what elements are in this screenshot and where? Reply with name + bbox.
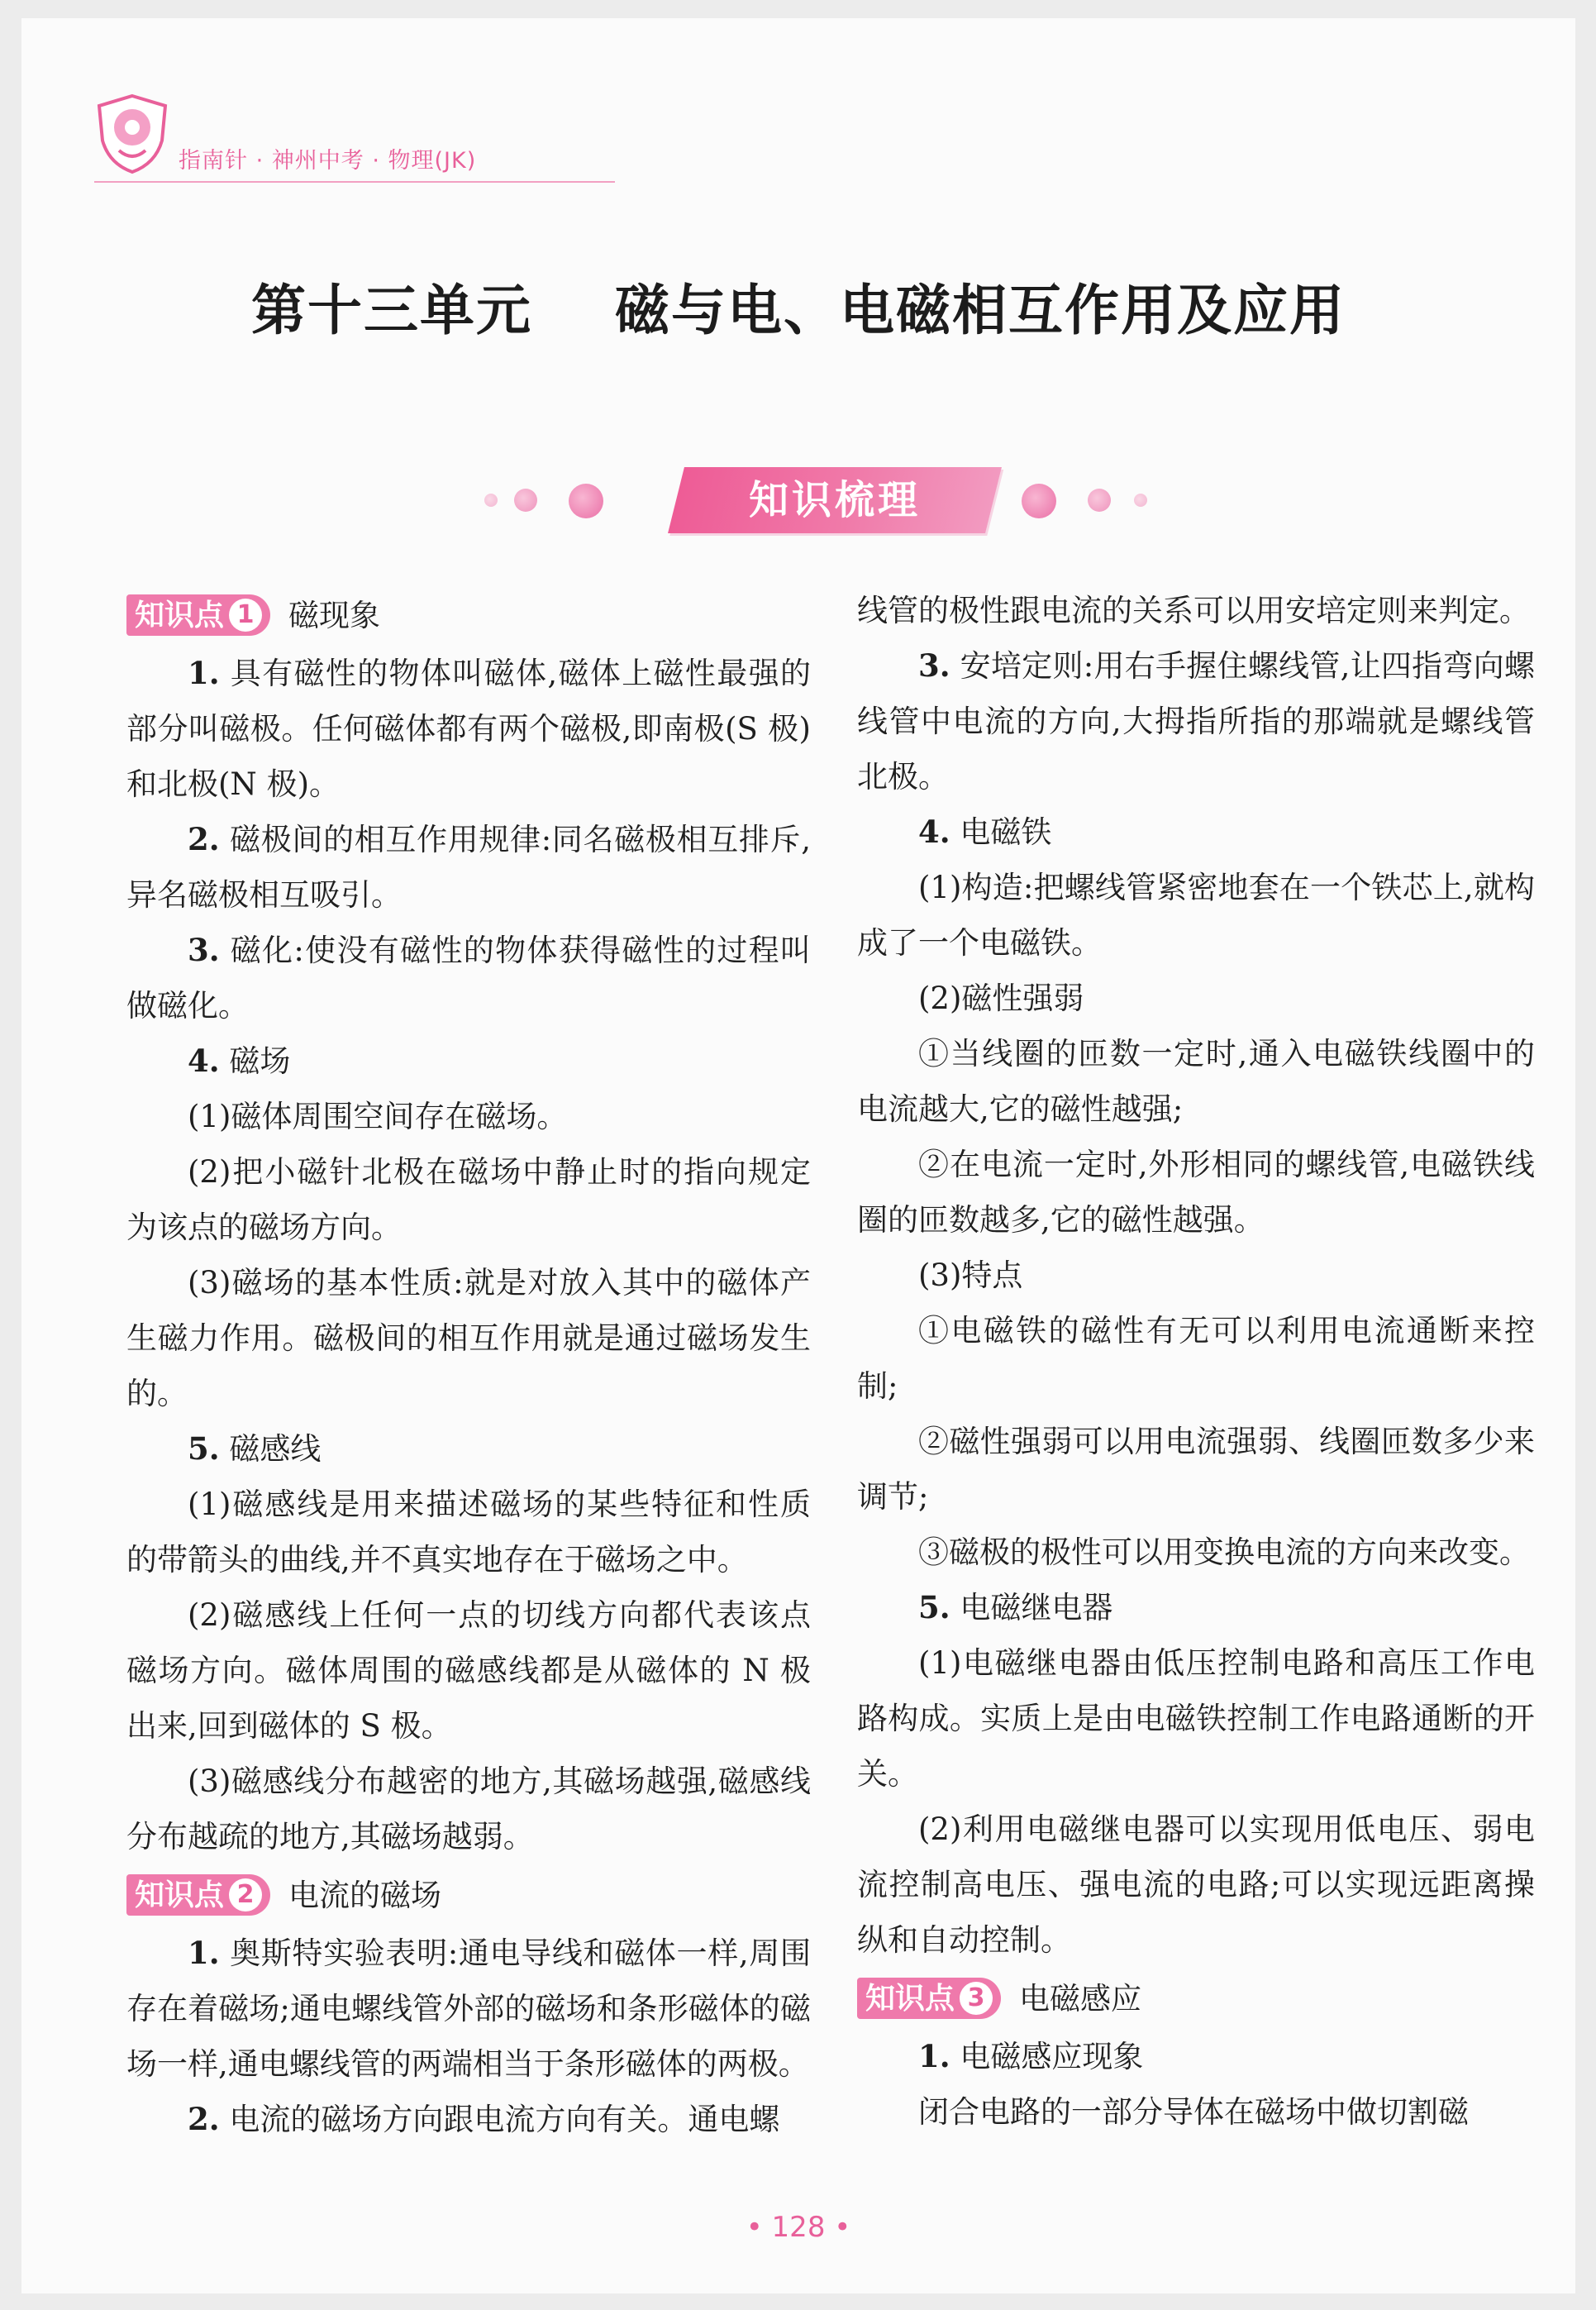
paragraph-text: 安培定则:用右手握住螺线管,让四指弯向螺线管中电流的方向,大拇指所指的那端就是螺线管北极。 — [857, 648, 1535, 795]
paragraph-text: 磁极间的相互作用规律:同名磁极相互排斥,异名磁极相互吸引。 — [126, 822, 811, 913]
item-number: 4. — [918, 814, 950, 850]
paragraph: (3)特点 — [918, 1258, 1023, 1293]
page-number: • 128 • — [746, 2211, 851, 2244]
paragraph: ③磁极的极性可以用变换电流的方向来改变。 — [918, 1534, 1530, 1570]
paragraph-text: 电磁继电器 — [950, 1590, 1113, 1625]
paragraph-text: 电磁铁 — [950, 814, 1052, 850]
paragraph: (1)磁感线是用来描述磁场的某些特征和性质的带箭头的曲线,并不真实地存在于磁场之中。 — [126, 1487, 811, 1577]
knowledge-point-tag-label: 知识点 — [135, 598, 225, 632]
knowledge-point-tag-label: 知识点 — [135, 1878, 225, 1912]
paragraph-text: 电磁感应现象 — [950, 2039, 1144, 2074]
paragraph-text: 电流的磁场方向跟电流方向有关。通电螺 — [219, 2102, 780, 2137]
paragraph — [126, 2092, 811, 2147]
item-number: 5. — [188, 1430, 220, 1467]
knowledge-point-title: 磁现象 — [288, 597, 381, 633]
knowledge-point-tag-label: 知识点 — [865, 1981, 955, 2016]
paragraph: (3)磁感线分布越密的地方,其磁场越强,磁感线分布越疏的地方,其磁场越弱。 — [126, 1764, 811, 1854]
decor-dot — [569, 484, 603, 518]
knowledge-point-tag — [126, 1874, 270, 1916]
textbook-page — [21, 18, 1575, 2293]
item-number: 2. — [188, 821, 220, 857]
knowledge-point-heading — [126, 586, 811, 644]
item-number: 2. — [188, 2101, 220, 2137]
knowledge-point-title: 电流的磁场 — [288, 1877, 442, 1913]
paragraph — [126, 812, 811, 923]
item-number: 3. — [188, 932, 220, 968]
paragraph — [126, 1926, 811, 2092]
paragraph: (2)把小磁针北极在磁场中静止时的指向规定为该点的磁场方向。 — [126, 1154, 811, 1245]
paragraph-text: 奥斯特实验表明:通电导线和磁体一样,周围存在着磁场;通电螺线管外部的磁场和条形磁体的磁场一样,通电螺线管的两端相当于条形磁体的两极。 — [126, 1935, 811, 2082]
paragraph: 线管的极性跟电流的关系可以用安培定则来判定。 — [857, 593, 1530, 628]
paragraph — [857, 638, 1535, 804]
item-number: 3. — [918, 647, 950, 684]
knowledge-point-number: 3 — [960, 1982, 993, 2015]
paragraph — [126, 1421, 811, 1477]
running-header: 指南针 · 神州中考 · 物理(JK) — [179, 148, 477, 174]
paragraph — [126, 923, 811, 1033]
item-number: 1. — [188, 1935, 220, 1971]
publisher-logo — [94, 93, 170, 175]
paragraph: ②磁性强弱可以用电流强弱、线圈匝数多少来调节; — [857, 1424, 1535, 1515]
paragraph — [857, 2029, 1535, 2084]
paragraph: (2)磁感线上任何一点的切线方向都代表该点磁场方向。磁体周围的磁感线都是从磁体的 N 极出来,回到磁体的 S 极。 — [126, 1597, 811, 1744]
decor-dot — [1088, 489, 1111, 512]
paragraph: (2)磁性强弱 — [918, 981, 1084, 1016]
paragraph: (2)利用电磁继电器可以实现用低电压、弱电流控制高电压、强电流的电路;可以实现远距离操纵和自动控制。 — [857, 1811, 1535, 1958]
paragraph — [857, 804, 1535, 860]
decor-dot — [1022, 484, 1056, 518]
paragraph: (1)电磁继电器由低压控制电路和高压工作电路构成。实质上是由电磁铁控制工作电路通断的开关。 — [857, 1645, 1535, 1792]
header-divider — [94, 181, 615, 183]
paragraph: 闭合电路的一部分导体在磁场中做切割磁 — [918, 2094, 1469, 2130]
knowledge-point-heading — [857, 1969, 1535, 2027]
paragraph — [857, 1580, 1535, 1635]
knowledge-point-tag — [857, 1978, 1001, 2019]
paragraph-text: 具有磁性的物体叫磁体,磁体上磁性最强的部分叫磁极。任何磁体都有两个磁极,即南极(S 极)和北极(N 极)。 — [126, 656, 811, 802]
item-number: 4. — [188, 1043, 220, 1079]
knowledge-point-number: 2 — [229, 1878, 262, 1911]
paragraph: (1)磁体周围空间存在磁场。 — [188, 1099, 568, 1134]
decor-dot — [1134, 494, 1147, 507]
paragraph — [126, 646, 811, 812]
right-column — [857, 583, 1535, 2140]
item-number: 5. — [918, 1589, 950, 1625]
paragraph: ②在电流一定时,外形相同的螺线管,电磁铁线圈的匝数越多,它的磁性越强。 — [857, 1147, 1535, 1238]
paragraph-text: 磁化:使没有磁性的物体获得磁性的过程叫做磁化。 — [126, 933, 811, 1024]
banner-label: 知识梳理 — [748, 477, 921, 523]
knowledge-point-title: 电磁感应 — [1019, 1980, 1142, 2016]
decor-dot — [484, 494, 498, 507]
paragraph: ①当线圈的匝数一定时,通入电磁铁线圈中的电流越大,它的磁性越强; — [857, 1036, 1535, 1127]
paragraph — [126, 1033, 811, 1089]
paragraph-text: 磁场 — [219, 1043, 291, 1079]
knowledge-point-tag — [126, 594, 270, 636]
knowledge-point-number: 1 — [229, 599, 262, 632]
item-number: 1. — [918, 2038, 950, 2074]
knowledge-point-heading — [126, 1866, 811, 1924]
left-column — [126, 585, 811, 2147]
paragraph: (3)磁场的基本性质:就是对放入其中的磁体产生磁力作用。磁极间的相互作用就是通过磁场发生的。 — [126, 1265, 811, 1411]
paragraph: ①电磁铁的磁性有无可以利用电流通断来控制; — [857, 1313, 1535, 1404]
item-number: 1. — [188, 655, 220, 691]
section-banner — [21, 461, 1575, 535]
paragraph-text: 磁感线 — [219, 1431, 322, 1467]
paragraph: (1)构造:把螺线管紧密地套在一个铁芯上,就构成了一个电磁铁。 — [857, 870, 1535, 961]
unit-title: 第十三单元 磁与电、电磁相互作用及应用 — [251, 279, 1346, 342]
decor-dot — [514, 489, 537, 512]
